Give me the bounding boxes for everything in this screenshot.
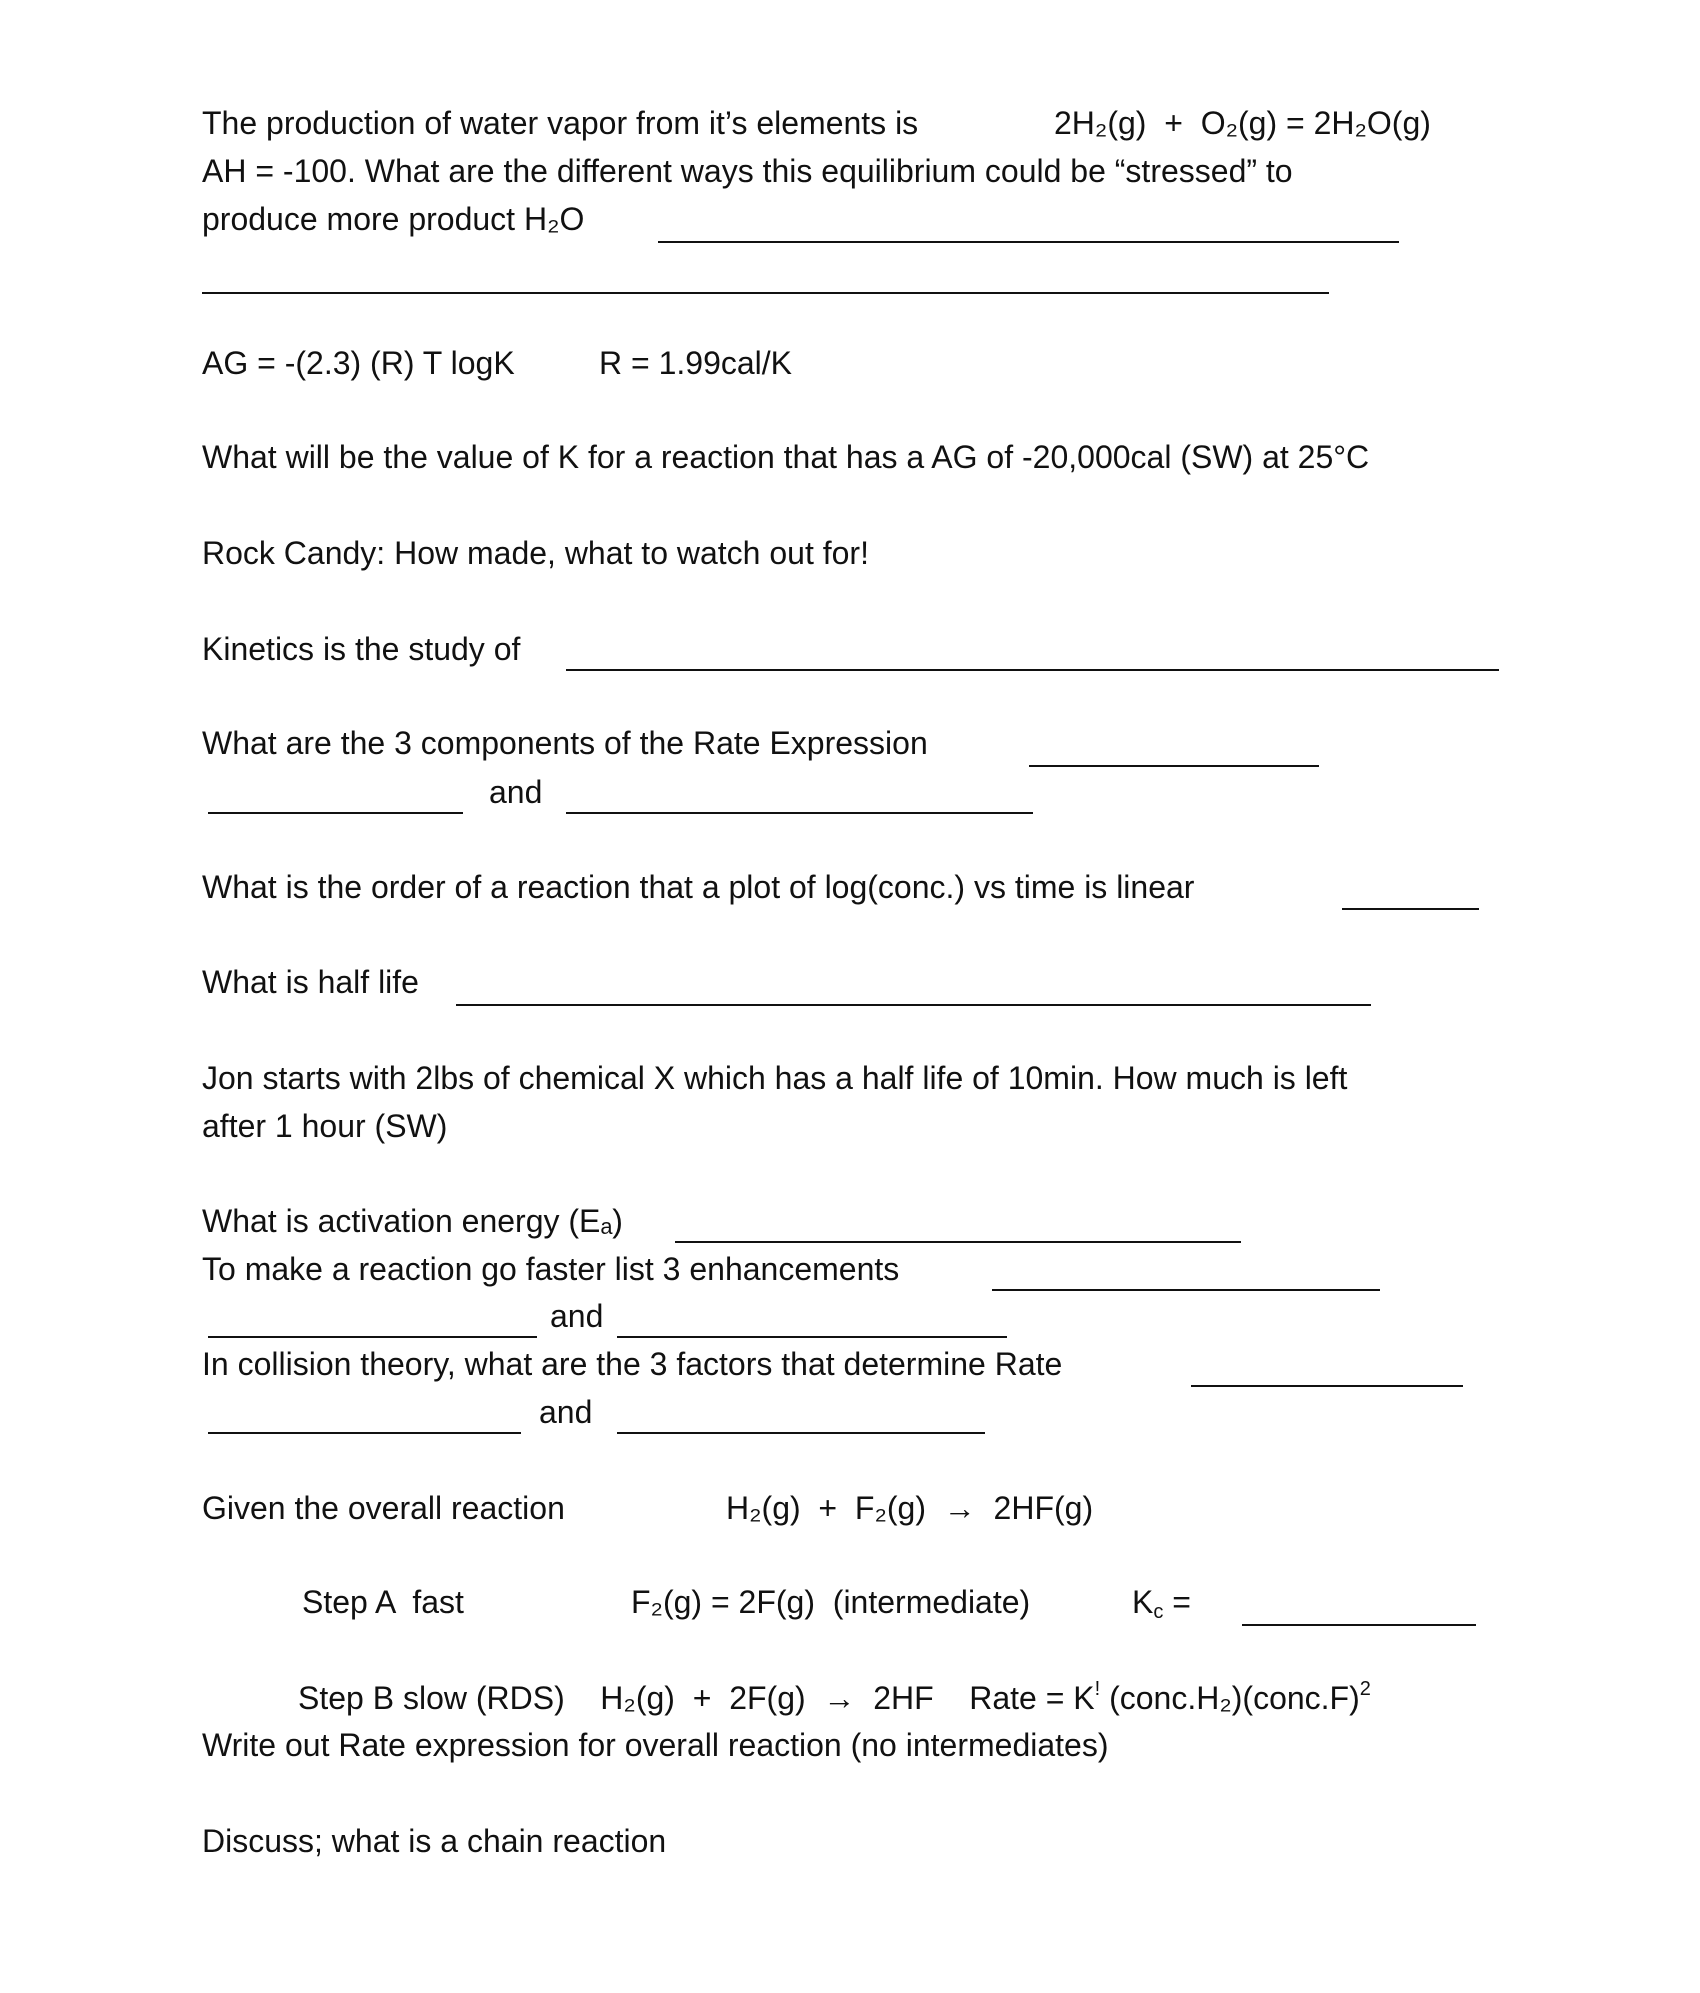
q8-line2: after 1 hour (SW): [202, 1108, 448, 1144]
q1-line1: The production of water vapor from it’s elements is: [202, 105, 919, 141]
answer-blank[interactable]: [208, 1336, 537, 1338]
answer-blank[interactable]: [208, 812, 463, 814]
kc-eq: =: [1163, 1584, 1191, 1620]
answer-blank[interactable]: [617, 1336, 1007, 1338]
q7-text: What is half life: [202, 964, 419, 1000]
q11-text: In collision theory, what are the 3 factors that determine Rate: [202, 1346, 1063, 1382]
answer-blank[interactable]: [566, 669, 1499, 671]
q1-line2: AH = -100. What are the different ways this equilibrium could be “stressed” to: [202, 153, 1293, 189]
and-label: and: [489, 774, 543, 810]
answer-blank[interactable]: [1029, 765, 1319, 767]
water-equation: 2H₂(g) + O₂(g) = 2H₂O(g): [1054, 105, 1431, 141]
answer-blank[interactable]: [992, 1289, 1380, 1291]
step-a-label: Step A fast: [302, 1584, 464, 1620]
q13-text: Discuss; what is a chain reaction: [202, 1823, 667, 1859]
answer-blank[interactable]: [617, 1432, 985, 1434]
answer-blank[interactable]: [1242, 1624, 1476, 1626]
q8-line1: Jon starts with 2lbs of chemical X which has a half life of 10min. How much is left: [202, 1060, 1348, 1096]
answer-blank[interactable]: [675, 1241, 1241, 1243]
gibbs-formula: AG = -(2.3) (R) T logK: [202, 345, 515, 381]
k-prime: !: [1094, 1678, 1101, 1700]
answer-blank[interactable]: [566, 812, 1033, 814]
kc-sub: c: [1153, 1601, 1164, 1623]
squared: 2: [1359, 1678, 1371, 1700]
q5-text: What are the 3 components of the Rate Expression: [202, 725, 928, 761]
kc-label: [1132, 1582, 1191, 1622]
answer-blank[interactable]: [208, 1432, 521, 1434]
step-a-equation: F₂(g) = 2F(g) (intermediate): [631, 1584, 1031, 1620]
step-b-rate: (conc.H₂)(conc.F): [1100, 1680, 1360, 1716]
q1-line3: produce more product H₂O: [202, 201, 585, 237]
answer-blank[interactable]: [1342, 908, 1479, 910]
write-rate-text: Write out Rate expression for overall reaction (no intermediates): [202, 1727, 1109, 1763]
and-label: and: [539, 1394, 593, 1430]
q6-text: What is the order of a reaction that a plot of log(conc.) vs time is linear: [202, 869, 1195, 905]
r-constant: R = 1.99cal/K: [599, 345, 792, 381]
answer-blank[interactable]: [202, 292, 1329, 294]
q2-text: What will be the value of K for a reaction that has a AG of -20,000cal (SW) at 25°C: [202, 439, 1370, 475]
step-b-text: Step B slow (RDS) H₂(g) + 2F(g) → 2HF Rate = K: [298, 1680, 1095, 1716]
and-label: and: [550, 1298, 604, 1334]
q9-text: What is activation energy (Eₐ): [202, 1203, 623, 1239]
answer-blank[interactable]: [658, 241, 1399, 243]
answer-blank[interactable]: [456, 1004, 1371, 1006]
q3-text: Rock Candy: How made, what to watch out for!: [202, 535, 869, 571]
q10-text: To make a reaction go faster list 3 enhancements: [202, 1251, 900, 1287]
step-b-line: [298, 1678, 1371, 1718]
overall-reaction: H₂(g) + F₂(g) → 2HF(g): [726, 1490, 1094, 1526]
q4-text: Kinetics is the study of: [202, 631, 521, 667]
kc-k: K: [1132, 1584, 1154, 1620]
answer-blank[interactable]: [1191, 1385, 1463, 1387]
given-label: Given the overall reaction: [202, 1490, 565, 1526]
